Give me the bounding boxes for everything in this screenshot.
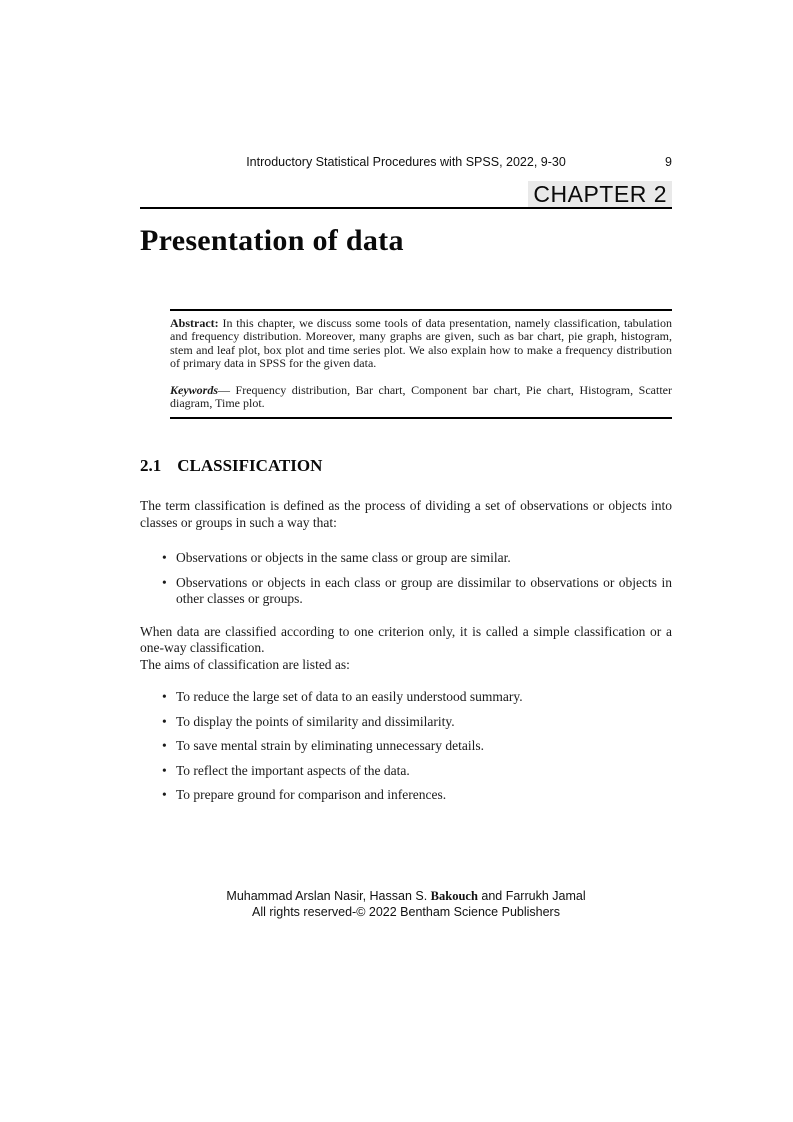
list-item: • Observations or objects in each class or group are dissimilar to observations or objects in other classes or groups.: [176, 575, 672, 608]
list-item: • To save mental strain by eliminating unnecessary details.: [176, 738, 672, 755]
list-item: • To reduce the large set of data to an easily understood summary.: [176, 689, 672, 706]
list-item: • Observations or objects in the same class or group are similar.: [176, 550, 672, 567]
running-header: [140, 155, 672, 170]
keywords-label: Keywords: [170, 382, 218, 397]
authors-line: [140, 888, 672, 904]
abstract-label: Abstract:: [170, 316, 219, 330]
page-footer: [140, 888, 672, 920]
text-column: [140, 0, 672, 812]
list-item: • To display the points of similarity and dissimilarity.: [176, 714, 672, 731]
paragraph-simple-classification: [140, 624, 672, 674]
page-number: 9: [665, 155, 672, 169]
abstract-block: [170, 309, 672, 419]
copyright-line: All rights reserved-© 2022 Bentham Science Publishers: [252, 905, 560, 919]
list-classification-aims: [140, 689, 672, 804]
abstract-text: In this chapter, we discuss some tools of data presentation, namely classification, tabulation and frequency distribution. Moreover, many graphs are given, such as bar chart, pie graph, histogram, stem and leaf plot, box plot and time series plot. We also explain how to make a frequency distribution of primary data in SPSS for the given data.: [170, 316, 673, 371]
paragraph-classification-definition: The term classification is defined as the process of dividing a set of observations or objects into classes or groups in such a way that:: [140, 498, 672, 530]
chapter-rule: [140, 181, 672, 209]
paragraph-text: The aims of classification are listed as:: [140, 656, 350, 672]
list-classification-properties: [140, 550, 672, 608]
list-item: • To reflect the important aspects of the data.: [176, 763, 672, 780]
keywords-paragraph: [170, 384, 672, 411]
chapter-badge: CHAPTER 2: [528, 181, 672, 207]
section-number: 2.1: [140, 456, 162, 476]
list-item: • To prepare ground for comparison and inferences.: [176, 787, 672, 804]
authors-text: and Farrukh Jamal: [477, 889, 586, 903]
section-title: CLASSIFICATION: [177, 456, 323, 476]
keywords-text: — Frequency distribution, Bar chart, Component bar chart, Pie chart, Histogram, Scatter diagram, Time plot.: [170, 382, 672, 411]
abstract-paragraph: [170, 317, 672, 371]
section-heading: [140, 456, 672, 476]
running-title: Introductory Statistical Procedures with SPSS, 2022, 9-30: [246, 155, 566, 169]
authors-text: Muhammad Arslan Nasir, Hassan S.: [226, 889, 431, 903]
chapter-title: Presentation of data: [140, 224, 404, 257]
paragraph-text: When data are classified according to one criterion only, it is called a simple classification or a one-way classification.: [140, 623, 672, 656]
author-bakouch: Bakouch: [430, 889, 478, 903]
